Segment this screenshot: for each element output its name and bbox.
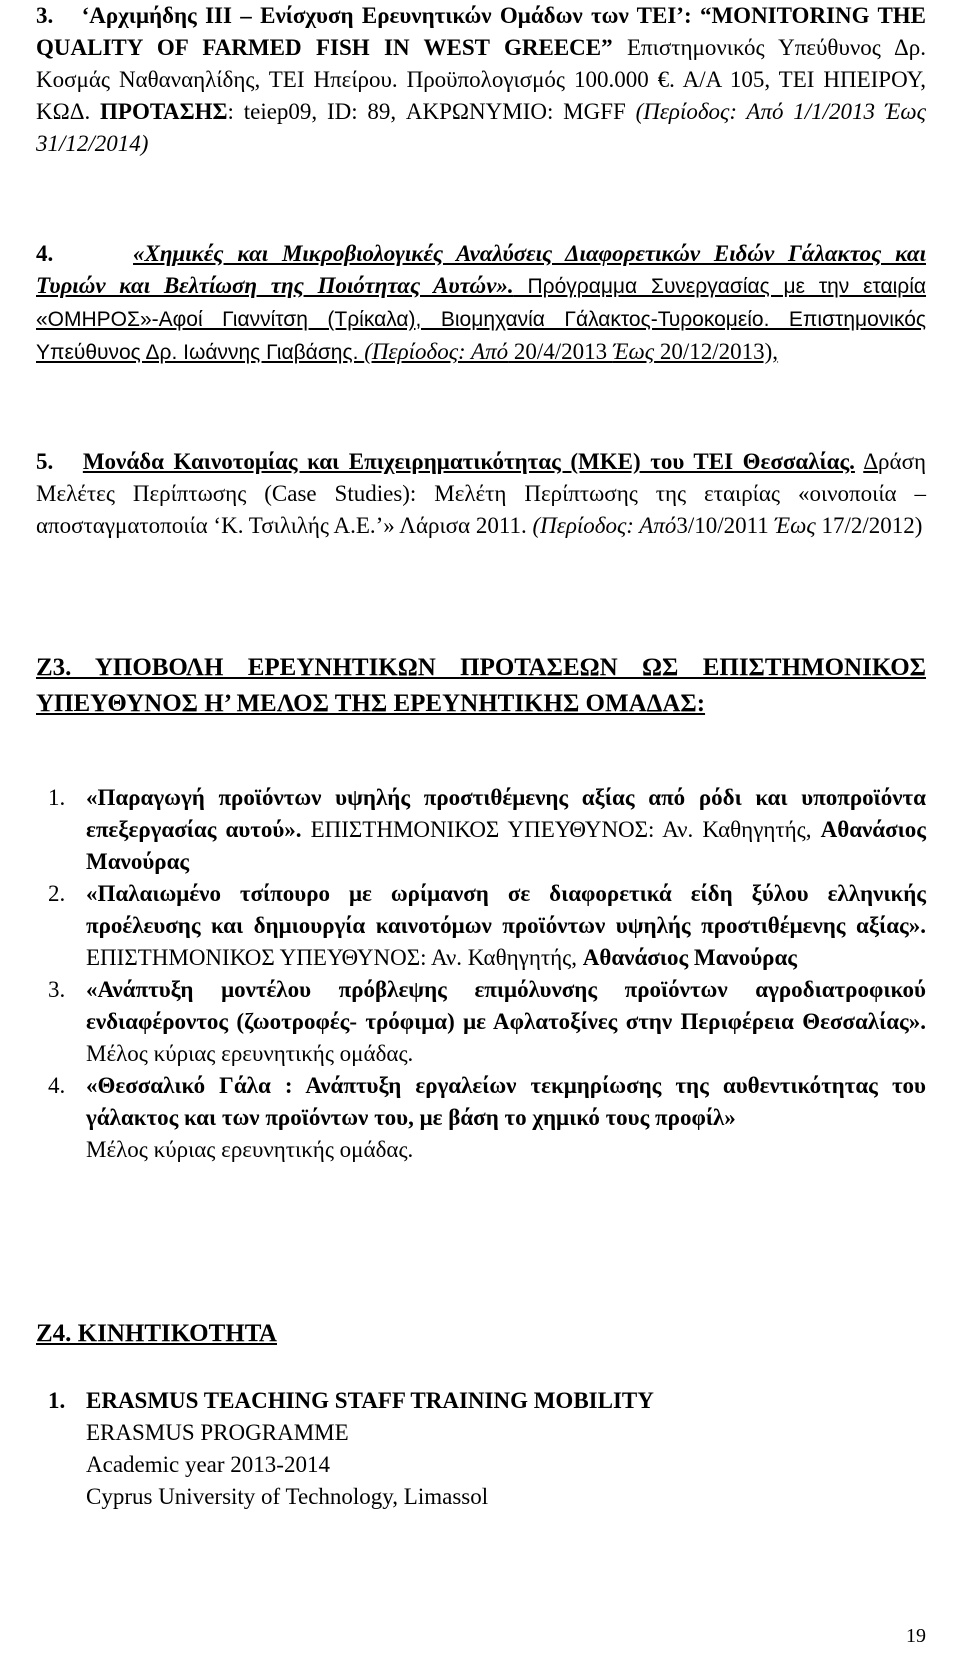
list-item-number: 1. <box>48 785 66 810</box>
list-item-title: «Παραγωγή προϊόντων υψηλής προστιθέμενης αξίας από ρόδι και υποπροϊόντα επεξεργασίας αυτού». <box>86 785 926 842</box>
item-5 <box>36 446 926 542</box>
item-4 <box>36 238 926 369</box>
list-item-text: Μέλος κύριας ερευνητικής ομάδας. <box>86 1137 414 1162</box>
list-item-text: ΕΠΙΣΤΗΜΟΝΙΚΟΣ ΥΠΕΥΘΥΝΟΣ: Αν. Καθηγητής, <box>301 817 821 842</box>
page-number: 19 <box>906 1625 926 1647</box>
list-item-text: ΕΠΙΣΤΗΜΟΝΙΚΟΣ ΥΠΕΥΘΥΝΟΣ: Αν. Καθηγητής, <box>86 945 583 970</box>
list-item <box>36 878 926 974</box>
list-item <box>36 974 926 1070</box>
item-4-body: Πρόγραμμα Συνεργασίας με την εταιρία «ΟΜΗΡΟΣ»-Αφοί Γιαννίτση (Τρίκαλα), Βιομηχανία Γάλακτος-Τυροκομείο. Επιστημονικός Υπεύθυνος Δρ. Ιωάννης Γιαβάσης. <box>36 275 927 364</box>
item-3-text: Επιστημονικός Υπεύθυνος Δρ. Κοσμάς Ναθαναηλίδης, ΤΕΙ Ηπείρου. Προϋπολογισμός 100.000 €. Α/Α 105, ΤΕΙ ΗΠΕΙΡΟΥ, ΚΩΔ. <box>36 35 926 124</box>
list-item-line: ERASMUS PROGRAMME <box>86 1420 349 1445</box>
section-z3-heading: Ζ3. ΥΠΟΒΟΛΗ ΕΡΕΥΝΗΤΙΚΩΝ ΠΡΟΤΑΣΕΩΝ ΩΣ ΕΠΙΣΤΗΜΟΝΙΚΟΣ ΥΠΕΥΘΥΝΟΣ Η’ ΜΕΛΟΣ ΤΗΣ ΕΡΕΥΝΗΤΙΚΗΣ ΟΜΑΔΑΣ: <box>36 654 926 717</box>
list-item-line: Academic year 2013-2014 <box>86 1452 330 1477</box>
item-4-number: 4. <box>36 241 54 266</box>
list-item-number: 1. <box>48 1388 66 1413</box>
item-4-title: «Χημικές και Μικροβιολογικές Αναλύσεις Διαφορετικών Ειδών Γάλακτος και Τυριών και Βελτίωση της Ποιότητας Αυτών». <box>36 241 926 298</box>
list-item-text: Μέλος κύριας ερευνητικής ομάδας. <box>86 1041 414 1066</box>
list-item-title: «Ανάπτυξη μοντέλου πρόβλεψης επιμόλυνσης προϊόντων αγροδιατροφικού ενδιαφέροντος (ζωοτροφές- τρόφιμα) με Αφλατοξίνες στην Περιφέρεια Θεσσαλίας». <box>86 977 926 1034</box>
list-item-name: Αθανάσιος Μανούρας <box>582 945 798 970</box>
item-5-number: 5. <box>36 449 54 474</box>
item-5-period-label: (Περίοδος: Από <box>532 513 677 538</box>
item-5-period-end: 17/2/2012) <box>815 513 923 538</box>
item-4-period-label: (Περίοδος: Από <box>364 339 509 364</box>
item-3 <box>36 0 926 160</box>
item-5-body: ράση Μελέτες Περίπτωσης (Case Studies): Μελέτη Περίπτωσης της εταιρίας «οινοποιία – αποσταγματοποιία ‘Κ. Τσιλιλής Α.Ε.’» Λάρισα 2011. <box>36 449 927 538</box>
list-item <box>36 782 926 878</box>
list-item-line: Cyprus University of Technology, Limassol <box>86 1484 489 1509</box>
item-3-code: : teiep09, ID: 89, ΑΚΡΩΝΥΜΙΟ: MGFF <box>227 99 636 124</box>
item-4-period-to: Έως <box>612 339 655 364</box>
item-5-action-initial: Δ <box>863 449 879 474</box>
list-item-title: ERASMUS TEACHING STAFF TRAINING MOBILITY <box>86 1388 654 1413</box>
list-item-title: «Παλαιωμένο τσίπουρο με ωρίμανση σε διαφορετικά είδη ξύλου ελληνικής προέλευσης και δημιουργία καινοτόμων προϊόντων υψηλής προστιθέμενης αξίας». <box>86 881 926 938</box>
list-item-title: «Θεσσαλικό Γάλα : Ανάπτυξη εργαλείων τεκμηρίωσης της αυθεντικότητας του γάλακτος και των προϊόντων του, με βάση το χημικό τους προφίλ» <box>86 1073 926 1130</box>
item-4-period-start: 20/4/2013 <box>508 339 613 364</box>
item-5-period-to: Έως <box>774 513 816 538</box>
item-3-code-label: ΠΡΟΤΑΣΗΣ <box>100 99 228 124</box>
list-item-number: 2. <box>48 881 66 906</box>
list-item-name: Αθανάσιος Μανούρας <box>86 817 926 874</box>
item-4-period-end: 20/12/2013), <box>654 339 779 364</box>
z4-list <box>36 1385 926 1513</box>
z3-list <box>36 782 926 1166</box>
list-item <box>36 1070 926 1166</box>
list-item <box>36 1385 926 1513</box>
list-item-number: 4. <box>48 1073 66 1098</box>
list-item-number: 3. <box>48 977 66 1002</box>
item-3-title: ‘Αρχιμήδης ΙΙΙ – Ενίσχυση Ερευνητικών Ομάδων των ΤΕΙ’: “MONITORING THE QUALITY OF FARMED FISH IN WEST GREECE” <box>36 3 927 60</box>
item-3-period: (Περίοδος: Από 1/1/2013 Έως 31/12/2014) <box>36 99 927 156</box>
section-z4-heading: Ζ4. ΚΙΝΗΤΙΚΟΤΗΤΑ <box>36 1320 277 1347</box>
item-5-period-start: 3/10/2011 <box>676 513 775 538</box>
item-5-title: Μονάδα Καινοτομίας και Επιχειρηματικότητας (ΜΚΕ) του ΤΕΙ Θεσσαλίας. <box>82 449 855 474</box>
item-3-number: 3. <box>36 3 54 28</box>
